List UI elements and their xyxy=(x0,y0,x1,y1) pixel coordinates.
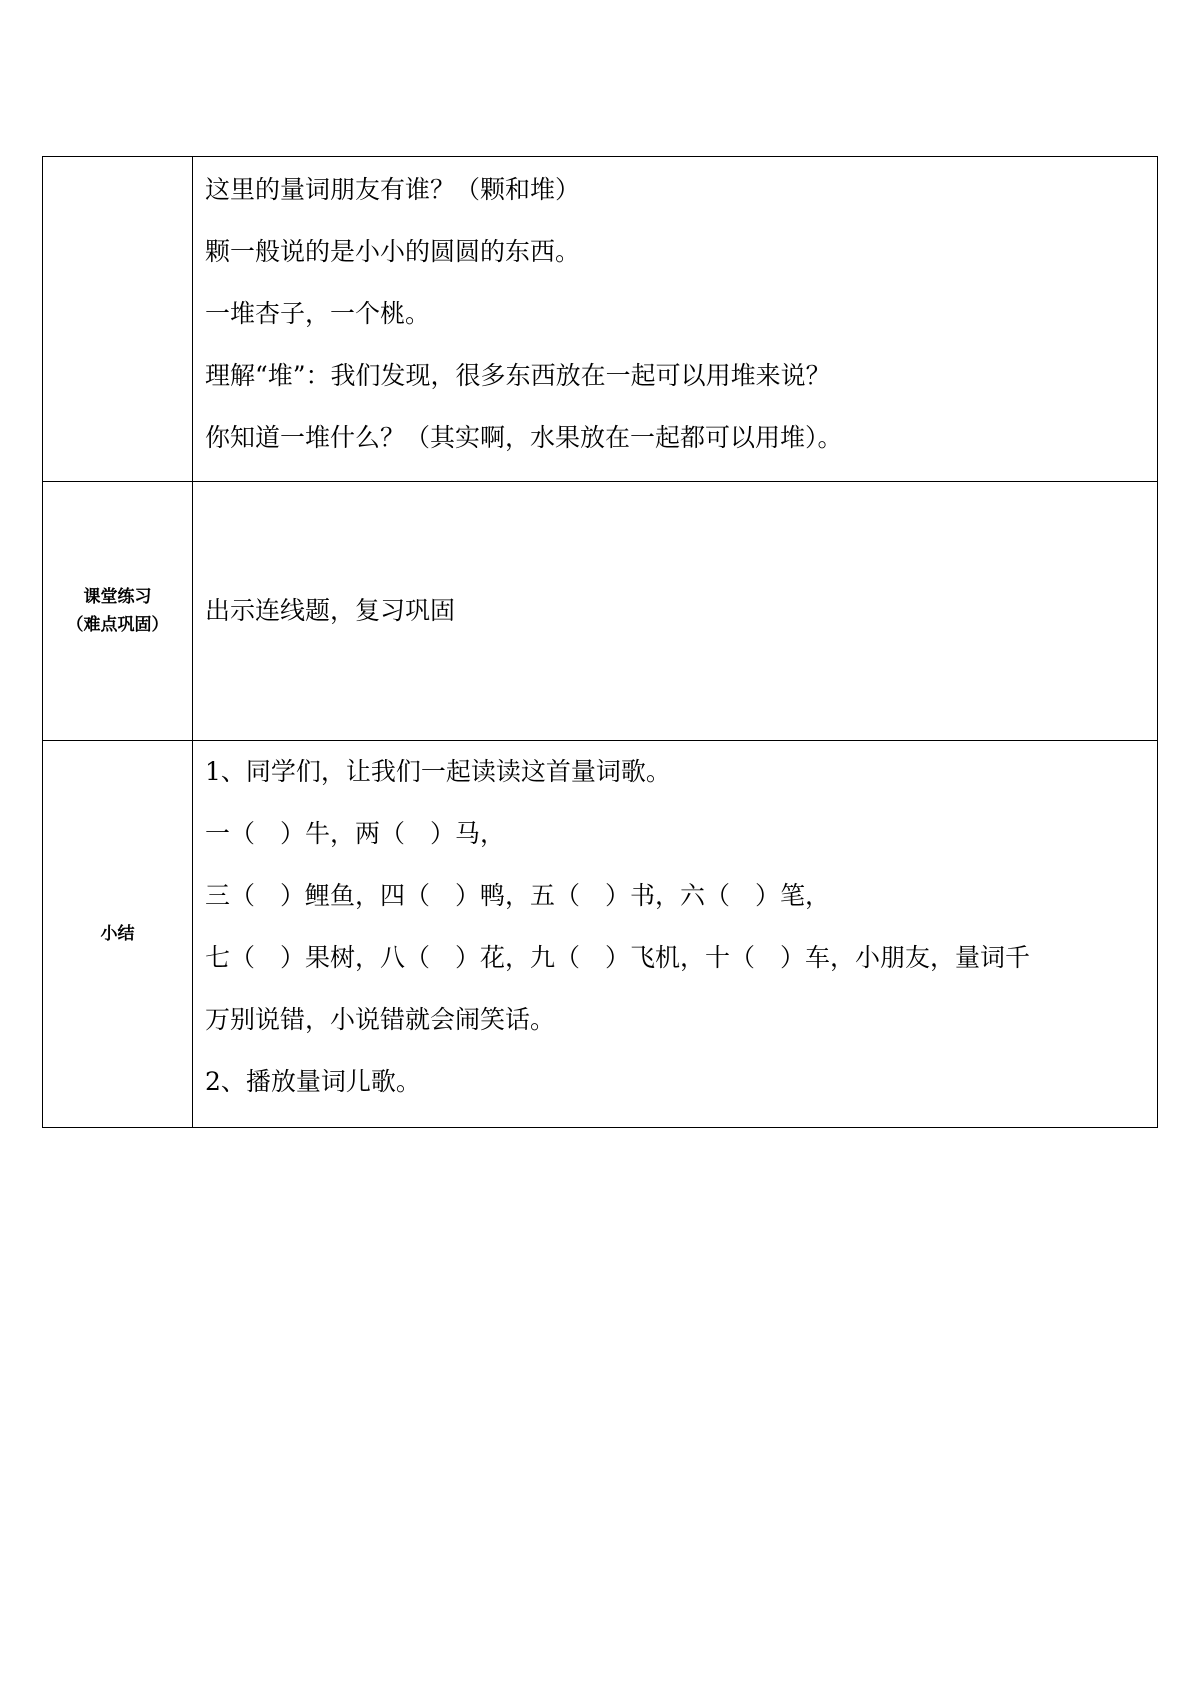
table-row-classifier-discussion xyxy=(43,157,1158,482)
content-line: 一堆杏子，一个桃。 xyxy=(205,299,431,328)
row-label-cell xyxy=(43,157,193,482)
content-line: 2、播放量词儿歌。 xyxy=(205,1067,421,1096)
row-content-cell xyxy=(193,741,1158,1128)
content-line: 1、同学们，让我们一起读读这首量词歌。 xyxy=(205,757,671,786)
content-line: 三（ ）鲤鱼，四（ ）鸭，五（ ）书，六（ ）笔， xyxy=(205,881,831,910)
content-line: 一（ ）牛，两（ ）马， xyxy=(205,819,506,848)
row-label-cell xyxy=(43,741,193,1128)
content-line: 出示连线题，复习巩固 xyxy=(205,596,456,625)
table-row-summary xyxy=(43,741,1158,1128)
row-label-subtitle: （难点巩固） xyxy=(66,615,169,635)
table-row-class-practice xyxy=(43,482,1158,741)
content-line: 颗一般说的是小小的圆圆的东西。 xyxy=(205,237,581,266)
lesson-plan-table xyxy=(42,156,1158,1128)
row-label-title: 小结 xyxy=(100,924,135,944)
content-line: 这里的量词朋友有谁？（颗和堆） xyxy=(205,175,581,204)
content-line: 万别说错，小说错就会闹笑话。 xyxy=(205,1005,556,1034)
content-line: 你知道一堆什么？（其实啊，水果放在一起都可以用堆）。 xyxy=(205,423,843,452)
row-content-cell xyxy=(193,482,1158,741)
row-label-cell xyxy=(43,482,193,741)
content-line: 理解“堆”：我们发现，很多东西放在一起可以用堆来说？ xyxy=(205,361,831,390)
content-line: 七（ ）果树，八（ ）花，九（ ）飞机，十（ ）车，小朋友，量词千 xyxy=(205,943,1031,972)
row-content-cell xyxy=(193,157,1158,482)
row-label-title: 课堂练习 xyxy=(83,587,152,607)
